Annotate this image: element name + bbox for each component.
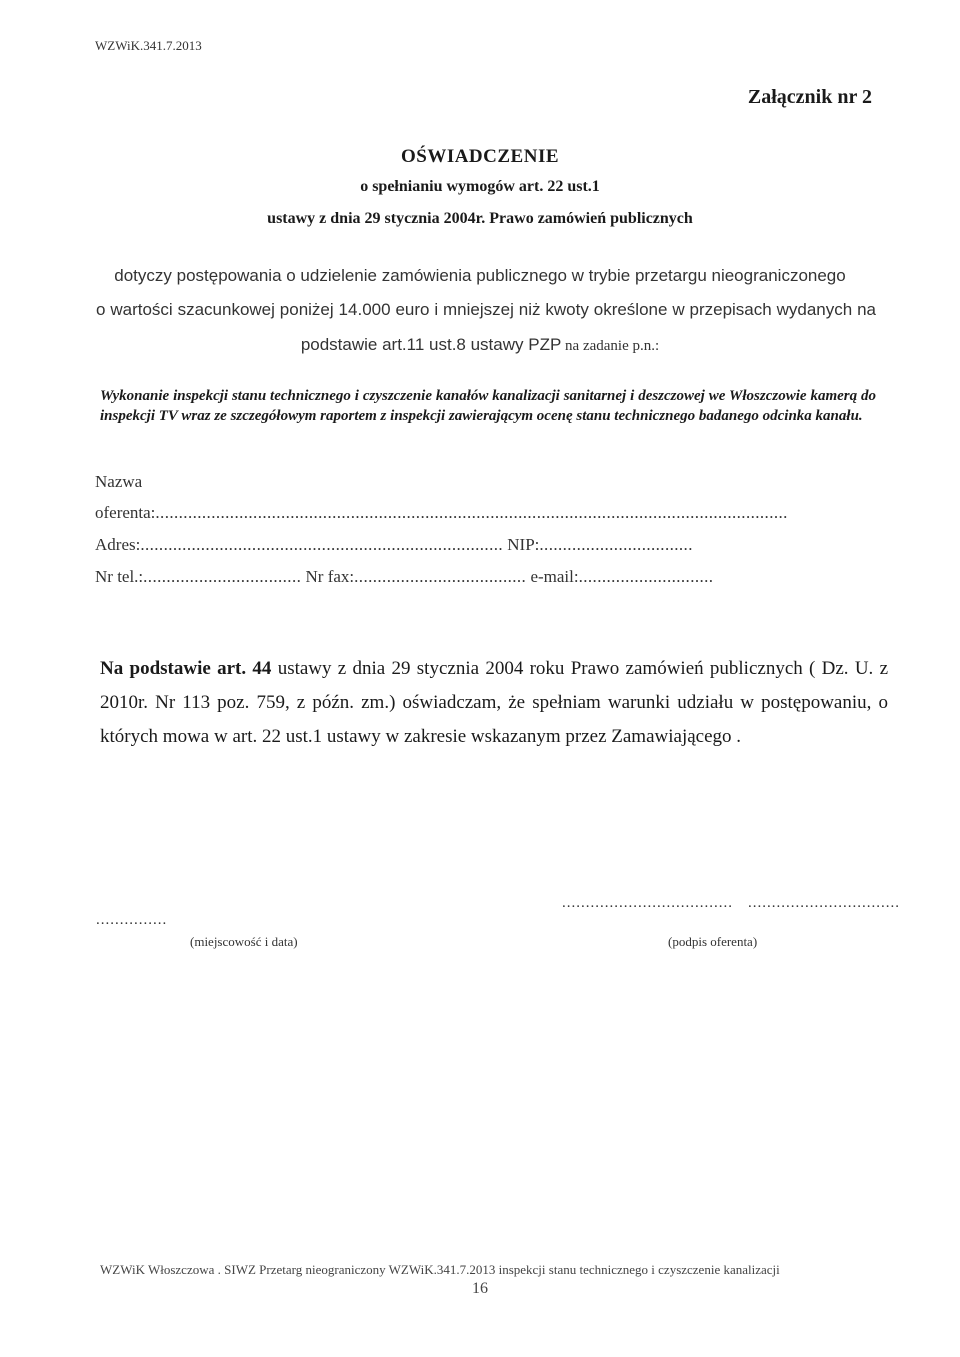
intro-line-1: dotyczy postępowania o udzielenie zamówienia publicznego w trybie przetargu nieograniczonego xyxy=(114,266,846,285)
task-description: Wykonanie inspekcji stanu technicznego i czyszczenie kanałów kanalizacji sanitarnej i deszczowej we Włoszczowie kamerą do inspekcji TV wraz ze szczegółowym raportem z inspekcji zawierającym ocenę stanu technicznego badanego odcinka kanału. xyxy=(100,388,876,424)
declaration-paragraph xyxy=(100,652,888,754)
nip-label: NIP: xyxy=(507,535,540,554)
declaration-bold-2: art. xyxy=(217,658,247,679)
address-dots: .............................................................................. xyxy=(140,535,504,554)
title-subline-1: o spełnianiu wymogów art. 22 ust.1 xyxy=(360,178,600,195)
nip-dots: ................................. xyxy=(539,535,693,554)
intro-line-3 xyxy=(0,335,960,355)
email-label: e-mail: xyxy=(530,567,579,586)
document-reference: WZWiK.341.7.2013 xyxy=(95,38,202,53)
tel-dots: .................................. xyxy=(143,567,302,586)
name-label-2: oferenta: xyxy=(95,503,156,522)
fax-label: Nr fax: xyxy=(305,567,355,586)
place-date-dots: ............... xyxy=(96,912,168,928)
name-label: Nazwa xyxy=(95,472,143,491)
page-number: 16 xyxy=(472,1280,488,1297)
declaration-bold-3: 44 xyxy=(252,658,272,679)
place-date-label: (miejscowość i data) xyxy=(190,934,298,949)
name-field[interactable] xyxy=(95,503,788,523)
declaration-bold-1: Na podstawie xyxy=(100,658,211,679)
signature-dots-2: ................................ xyxy=(748,895,900,911)
signature-label: (podpis oferenta) xyxy=(668,934,758,949)
annex-number: Załącznik nr 2 xyxy=(747,86,872,108)
name-dots: ........................................................................................................................................ xyxy=(155,503,788,522)
document-title: OŚWIADCZENIE xyxy=(400,146,560,167)
tel-label: Nr tel.: xyxy=(95,567,144,586)
page-footer: WZWiK Włoszczowa . SIWZ Przetarg nieograniczony WZWiK.341.7.2013 inspekcji stanu technicznego i czyszczenie kanalizacji xyxy=(100,1262,780,1277)
intro-line-3a: podstawie art.11 ust.8 ustawy PZP xyxy=(300,335,562,354)
address-field[interactable] xyxy=(95,535,693,555)
intro-line-2: o wartości szacunkowej poniżej 14.000 euro i mniejszej niż kwoty określone w przepisach wydanych na xyxy=(96,300,876,319)
fax-dots: ..................................... xyxy=(354,567,527,586)
address-label: Adres: xyxy=(95,535,141,554)
intro-line-3b: na zadanie p.n.: xyxy=(561,338,660,354)
title-subline-2: ustawy z dnia 29 stycznia 2004r. Prawo zamówień publicznych xyxy=(267,210,693,227)
signature-dots-1: .................................... xyxy=(562,895,733,911)
contact-field[interactable] xyxy=(95,567,713,587)
email-dots: ............................. xyxy=(578,567,714,586)
declaration-text: ustawy z dnia 29 stycznia 2004 roku Prawo zamówień publicznych ( Dz. U. z 2010r. Nr 113 poz. 759, z późn. zm.) oświadczam, że spełniam warunki udziału w postępowaniu, o których mowa w art. 22 ust.1 ustawy w zakresie wskazanym przez Zamawiającego . xyxy=(100,658,889,747)
